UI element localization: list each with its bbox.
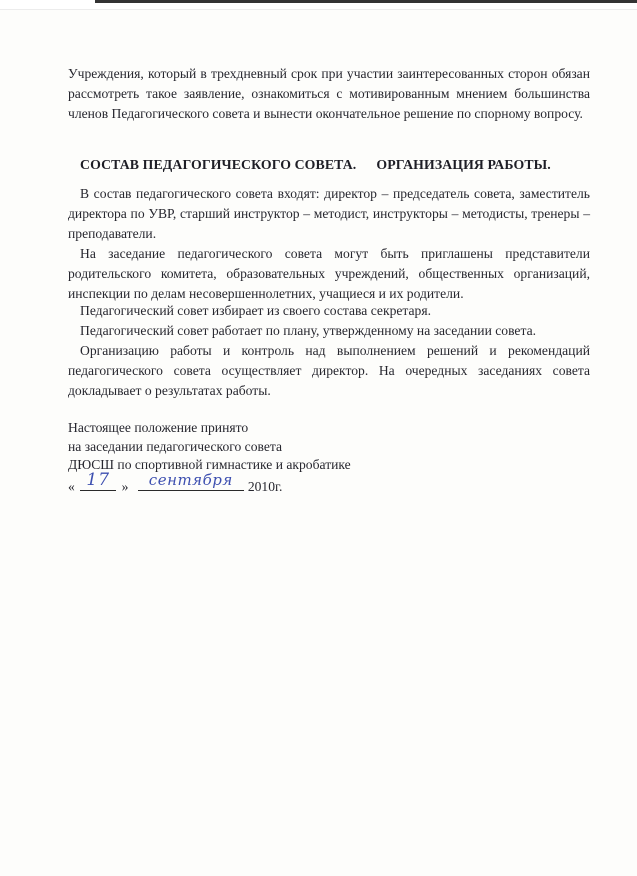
scan-dark-edge xyxy=(95,0,637,3)
paragraph-plan: Педагогический совет работает по плану, утвержденному на заседании совета. xyxy=(80,323,537,338)
paragraph-continuation: Учреждения, который в трехдневный срок при участии заинтересованных сторон обязан рассмотреть такое заявление, ознакомиться с мотивированным мнением большинства членов Педагогического совета и вынести окончательное решение по спорному вопросу. xyxy=(68,66,590,121)
paragraph-composition: В состав педагогического совета входят: директор – председатель совета, заместитель директора по УВР, старший инструктор – методист, инструкторы – методисты, тренеры – преподаватели. xyxy=(68,186,590,241)
approval-date xyxy=(68,470,283,497)
section-heading xyxy=(80,157,551,173)
approval-line-2: на заседании педагогического совета xyxy=(68,439,283,454)
approval-line-3: ДЮСШ по спортивной гимнастике и акробатике xyxy=(68,457,351,472)
date-quote-close: » xyxy=(121,479,129,494)
approval-line-1: Настоящее положение принято xyxy=(68,420,249,435)
date-day-field xyxy=(80,470,116,491)
section-heading-part2: ОРГАНИЗАЦИЯ РАБОТЫ. xyxy=(376,157,551,172)
date-day-handwritten: 17 xyxy=(86,470,111,490)
paragraph-secretary: Педагогический совет избирает из своего состава секретаря. xyxy=(80,303,431,318)
section-heading-part1: СОСТАВ ПЕДАГОГИЧЕСКОГО СОВЕТА. xyxy=(80,157,357,172)
date-quote-open: « xyxy=(68,479,75,494)
date-month-field xyxy=(138,471,244,491)
date-month-handwritten: сентября xyxy=(148,471,233,489)
paragraph-invitees: На заседание педагогического совета могут быть приглашены представители родительского комитета, образовательных учреждений, общественных организаций, инспекции по делам несовершеннолетних, учащиеся и их родители. xyxy=(68,246,590,301)
paragraph-control: Организацию работы и контроль над выполнением решений и рекомендаций педагогического совета осуществляет директор. На очередных заседаниях совета докладывает о результатах работы. xyxy=(68,343,590,398)
date-year: 2010г. xyxy=(247,479,283,494)
